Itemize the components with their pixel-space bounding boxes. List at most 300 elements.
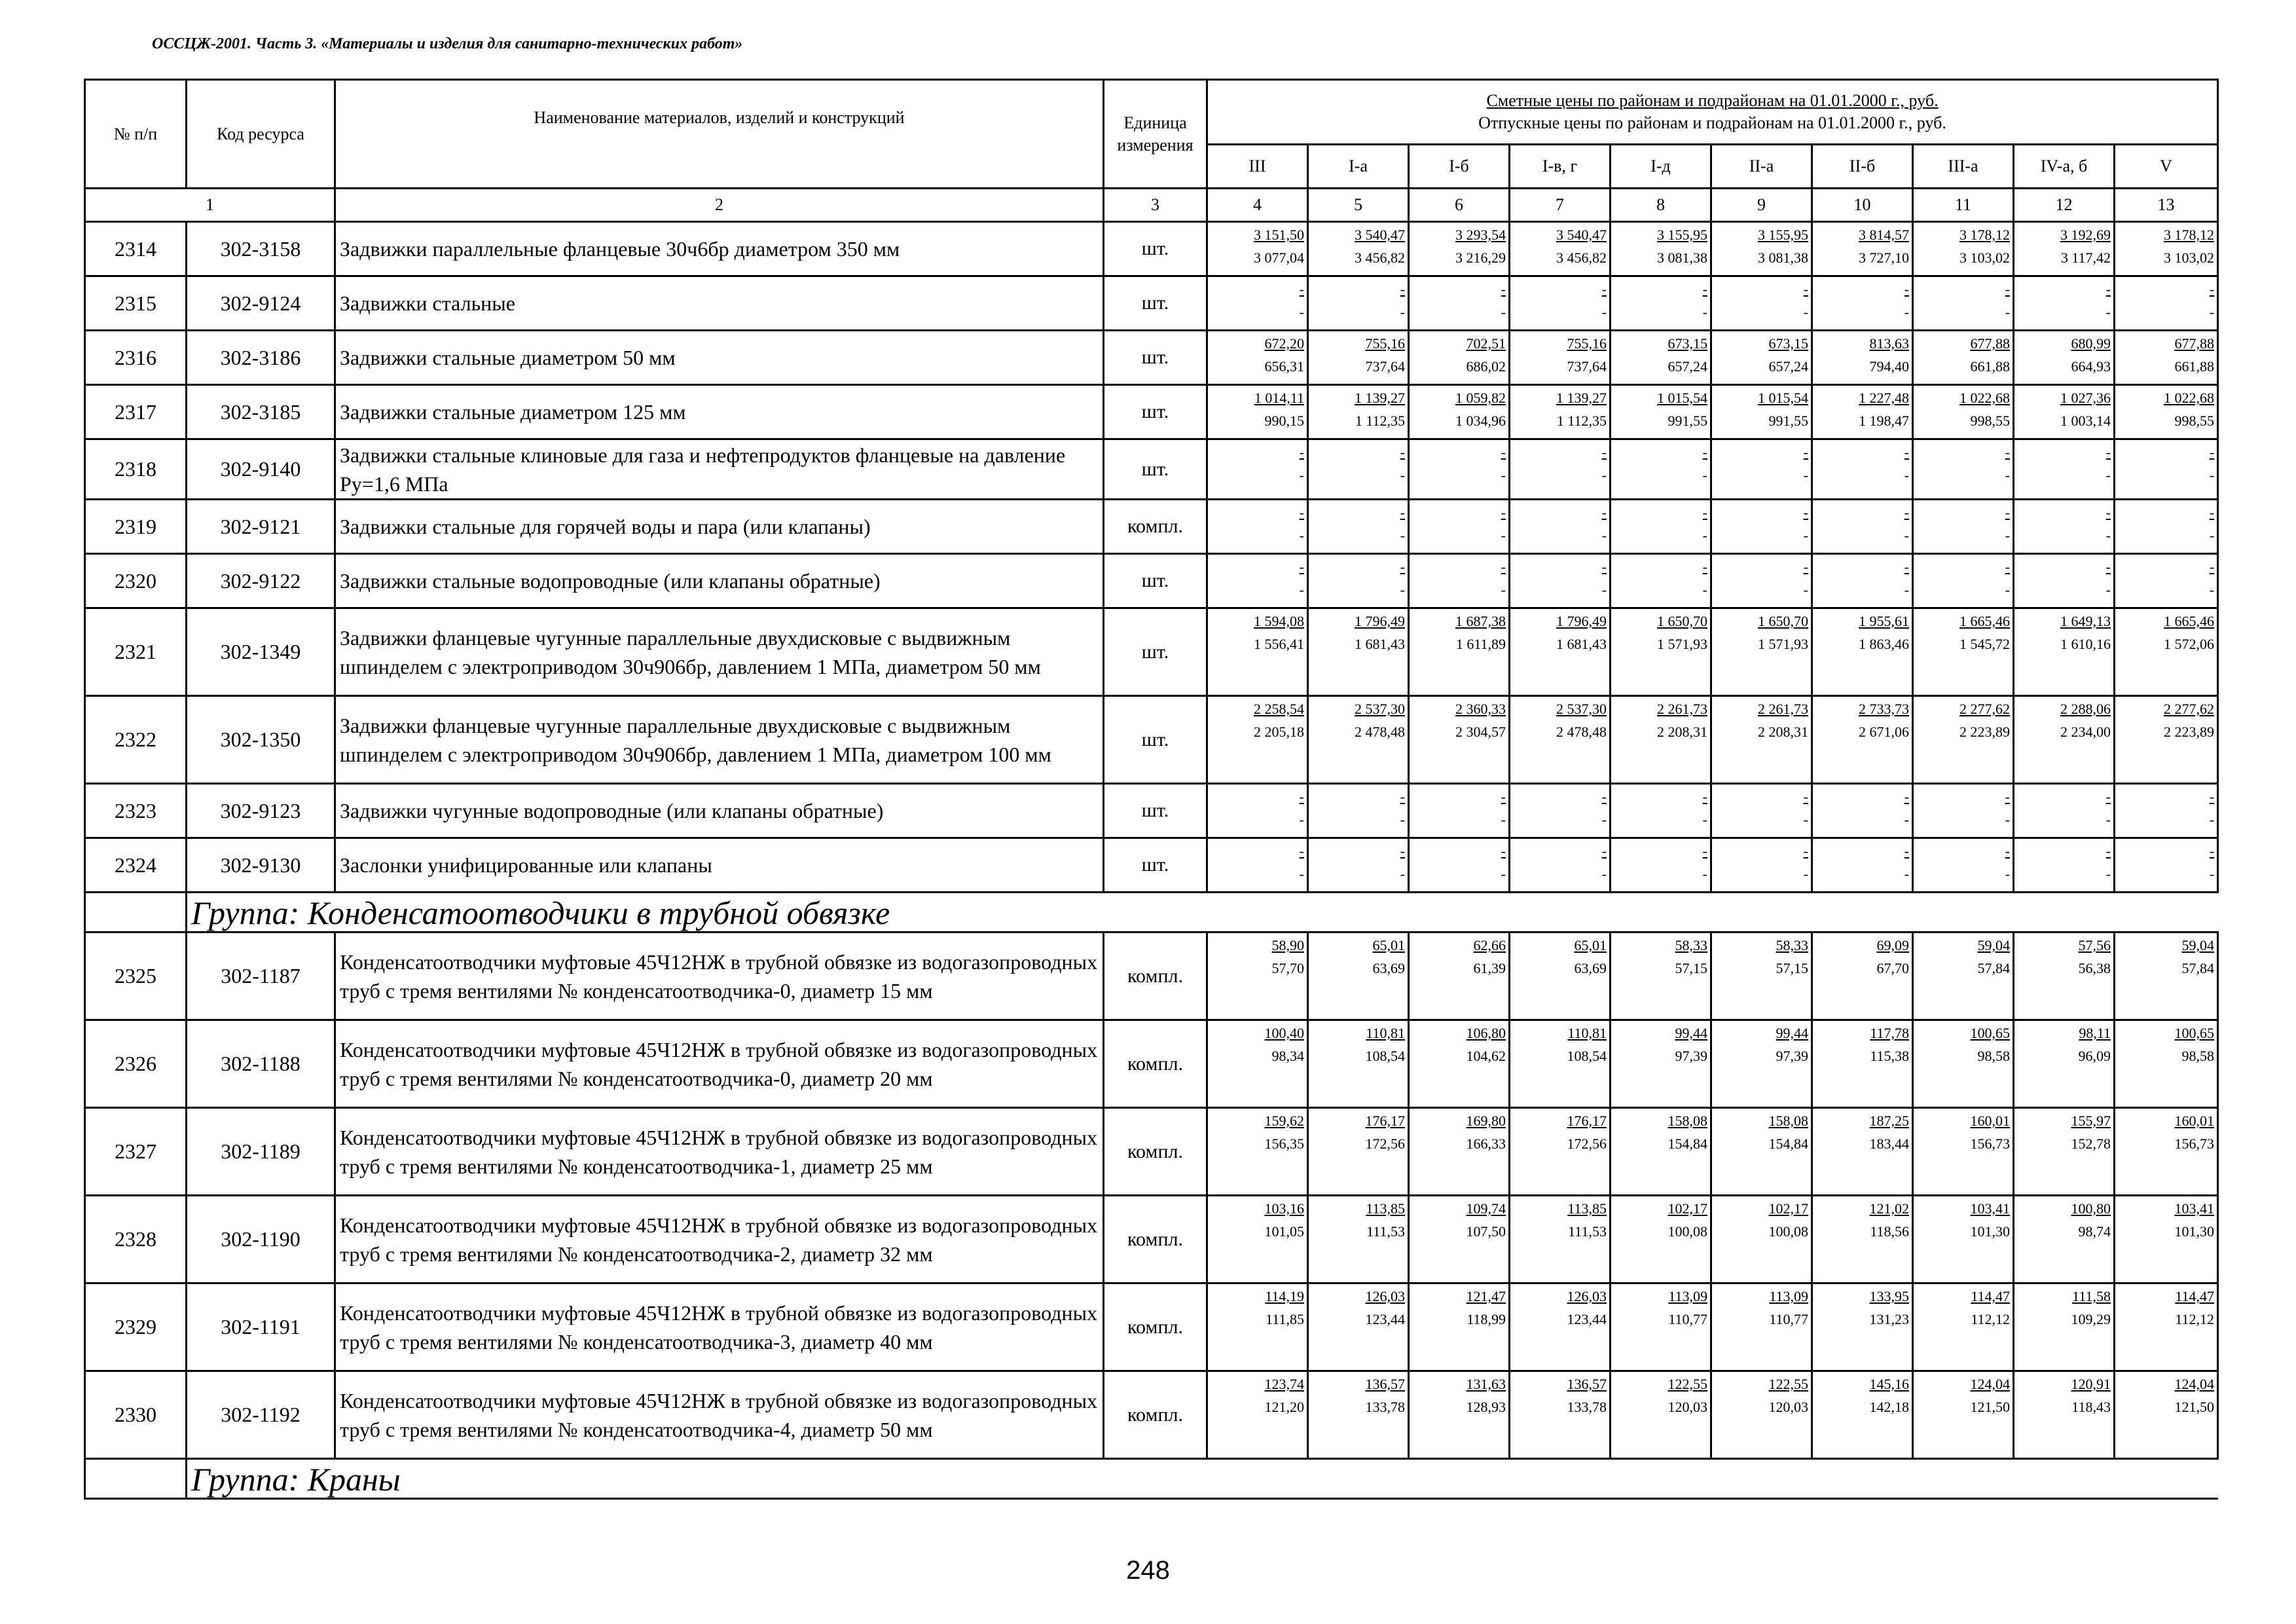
column-number: 4 [1207,189,1308,222]
price-cell [1510,696,1611,784]
estimated-price: 187,25 [1869,1113,1909,1129]
estimated-price: 113,09 [1668,1288,1707,1304]
release-price: 1 681,43 [1355,636,1405,652]
table-row [85,331,2218,385]
release-price: 57,70 [1271,960,1304,976]
price-cell [1913,385,2014,439]
estimated-price: 176,17 [1567,1113,1607,1129]
price-cell [1711,838,1812,893]
price-cell [1711,608,1812,696]
release-price: 2 671,06 [1859,724,1909,740]
price-cell [1510,554,1611,608]
table-row [85,439,2218,500]
price-cell [2014,1020,2115,1108]
estimated-price: - [1904,444,1909,460]
release-price: 121,50 [2174,1399,2215,1415]
estimated-price: 3 192,69 [2060,227,2111,243]
release-price: 61,39 [1473,960,1506,976]
price-cell [1510,1283,1611,1371]
release-price: 98,58 [2181,1048,2215,1064]
release-price: - [2005,467,2010,483]
estimated-price: 2 537,30 [1355,701,1405,717]
region-header: III-а [1913,145,2014,189]
price-cell [1711,276,1812,331]
price-cell [1913,276,2014,331]
estimated-price: 160,01 [1970,1113,2010,1129]
release-price: - [1501,581,1506,598]
estimated-price: 702,51 [1466,335,1506,352]
estimated-price: 59,04 [2181,937,2215,953]
row-number: 2329 [85,1283,187,1371]
estimated-price: 3 293,54 [1455,227,1506,243]
estimated-price: 124,04 [1970,1376,2010,1392]
release-price: 152,78 [2071,1135,2111,1152]
estimated-price: 145,16 [1869,1376,1909,1392]
price-cell [1913,1283,2014,1371]
price-cell [1409,932,1510,1020]
price-cell [1308,276,1409,331]
estimated-price: 120,91 [2071,1376,2111,1392]
estimated-price: 673,15 [1768,335,1808,352]
price-cell [1510,385,1611,439]
estimated-price: 1 014,11 [1254,390,1304,406]
estimated-price: - [1803,788,1808,805]
release-price: 156,35 [1264,1135,1304,1152]
price-cell [1510,932,1611,1020]
release-price: 118,56 [1870,1223,1909,1240]
release-price: - [1904,304,1909,320]
release-price: - [1702,467,1707,483]
release-price: - [1299,581,1304,598]
price-cell [1207,385,1308,439]
price-cell [1711,932,1812,1020]
release-price: 111,85 [1266,1311,1304,1327]
estimated-price: 169,80 [1466,1113,1506,1129]
release-price: 110,77 [1668,1311,1707,1327]
resource-code: 302-9121 [187,500,335,554]
price-cell [1308,932,1409,1020]
price-cell [1207,1371,1308,1459]
release-price: - [1702,811,1707,828]
price-cell [1913,439,2014,500]
price-cell [2115,276,2218,331]
price-cell [1611,439,1711,500]
estimated-price: - [1299,281,1304,297]
estimated-price: 103,41 [1970,1200,2010,1217]
price-cell [1913,500,2014,554]
release-price: - [2105,304,2111,320]
price-cell [1812,784,1913,838]
price-cell [1913,838,2014,893]
release-price: - [1601,527,1607,544]
estimated-price: 65,01 [1372,937,1405,953]
estimated-price: - [1702,788,1707,805]
estimated-price: 3 178,12 [1959,227,2010,243]
release-price: 3 727,10 [1859,249,1909,266]
estimated-price: 2 277,62 [1959,701,2010,717]
price-cell [1510,500,1611,554]
release-price: - [2005,304,2010,320]
estimated-price: 2 288,06 [2060,701,2111,717]
release-price: 3 117,42 [2060,249,2111,266]
release-price: - [1803,527,1808,544]
row-number: 2321 [85,608,187,696]
price-cell [2014,276,2115,331]
estimated-price: 1 015,54 [1657,390,1707,406]
price-cell [1812,838,1913,893]
estimated-price: 3 540,47 [1556,227,1607,243]
price-cell [1409,784,1510,838]
material-name: Задвижки стальные водопроводные (или клапаны обратные) [335,554,1104,608]
price-cell [1207,784,1308,838]
estimated-price: 102,17 [1768,1200,1808,1217]
release-price: 1 545,72 [1959,636,2010,652]
estimated-price: 2 277,62 [2164,701,2215,717]
estimated-price: 1 594,08 [1254,613,1304,629]
estimated-price: 2 360,33 [1455,701,1506,717]
price-cell [1207,1020,1308,1108]
price-cell [1812,1108,1913,1196]
price-cell [1913,1196,2014,1283]
release-price: 120,03 [1667,1399,1707,1415]
estimated-price: - [1803,444,1808,460]
release-price: 128,93 [1466,1399,1506,1415]
release-price: 3 103,02 [2164,249,2215,266]
release-price: - [2005,581,2010,598]
resource-code: 302-3185 [187,385,335,439]
page-number: 248 [1126,1556,1170,1585]
release-price: - [2209,467,2215,483]
price-cell [1308,554,1409,608]
price-cell [2014,385,2115,439]
price-cell [1409,385,1510,439]
price-cell [2014,1196,2115,1283]
release-price: - [1601,866,1607,882]
estimated-price: 99,44 [1675,1025,1707,1041]
row-number: 2328 [85,1196,187,1283]
release-price: 1 571,93 [1758,636,1808,652]
release-price: 656,31 [1264,358,1304,375]
table-row [85,1371,2218,1459]
material-name: Конденсатоотводчики муфтовые 45Ч12НЖ в трубной обвязке из водогазопроводных труб с тремя вентилями № конденсатоотводчика-2, диаметр 32 мм [335,1196,1104,1283]
column-number: 3 [1104,189,1207,222]
release-price: 172,56 [1567,1135,1607,1152]
release-price: 3 077,04 [1254,249,1304,266]
unit: шт. [1104,276,1207,331]
estimated-price: - [2105,559,2111,575]
release-price: 1 863,46 [1859,636,1909,652]
release-price: - [1400,527,1405,544]
row-number: 2323 [85,784,187,838]
column-number: 1 [85,189,335,222]
price-cell [1711,784,1812,838]
table-row [85,276,2218,331]
estimated-price: 1 059,82 [1455,390,1506,406]
price-cell [1711,1020,1812,1108]
price-cell [1409,331,1510,385]
estimated-price: 122,55 [1667,1376,1707,1392]
price-cell [1711,500,1812,554]
price-cell [1812,222,1913,276]
release-price: 3 456,82 [1355,249,1405,266]
estimated-price: 158,08 [1667,1113,1707,1129]
release-price: - [2105,866,2111,882]
resource-code: 302-1188 [187,1020,335,1108]
estimated-price: - [1803,281,1808,297]
column-number: 5 [1308,189,1409,222]
estimated-price: 3 814,57 [1859,227,1909,243]
estimated-price: 110,81 [1567,1025,1607,1041]
release-price: 111,53 [1366,1223,1405,1240]
column-number: 11 [1913,189,2014,222]
price-cell [1611,1371,1711,1459]
price-cell [2115,222,2218,276]
price-cell [1207,276,1308,331]
release-price: 794,40 [1869,358,1909,375]
material-name: Задвижки стальные для горячей воды и пара (или клапаны) [335,500,1104,554]
estimated-price: 1 027,36 [2060,390,2111,406]
estimated-price: - [1501,788,1506,805]
price-cell [1510,276,1611,331]
row-number: 2315 [85,276,187,331]
prices-caption-estimated: Сметные цены по районам и подрайонам на 01.01.2000 г., руб. [1486,91,1939,110]
price-cell [1812,696,1913,784]
price-cell [1913,1108,2014,1196]
release-price: 107,50 [1466,1223,1506,1240]
price-cell [1207,1196,1308,1283]
estimated-price: 2 261,73 [1657,701,1707,717]
estimated-price: 2 537,30 [1556,701,1607,717]
column-number: 10 [1812,189,1913,222]
estimated-price: - [2005,444,2010,460]
estimated-price: 1 796,49 [1556,613,1607,629]
table-body [85,222,2218,1499]
material-name: Задвижки стальные диаметром 125 мм [335,385,1104,439]
release-price: 115,38 [1870,1048,1909,1064]
column-header-unit: Единица измерения [1104,80,1207,189]
estimated-price: 1 022,68 [1959,390,2010,406]
estimated-price: - [1501,281,1506,297]
table-row [85,500,2218,554]
estimated-price: - [1904,504,1909,521]
estimated-price: - [1400,559,1405,575]
table-row [85,1108,2218,1196]
price-cell [2115,1020,2218,1108]
group-spacer [85,1459,187,1499]
release-price: 101,30 [1970,1223,2010,1240]
estimated-price: - [2209,843,2215,859]
estimated-price: 133,95 [1869,1288,1909,1304]
price-cell [1913,331,2014,385]
release-price: - [1904,581,1909,598]
price-cell [1308,784,1409,838]
table-row [85,784,2218,838]
release-price: 57,15 [1776,960,1808,976]
estimated-price: - [1601,843,1607,859]
resource-code: 302-1190 [187,1196,335,1283]
estimated-price: 58,33 [1776,937,1808,953]
unit: шт. [1104,838,1207,893]
region-header: I-д [1611,145,1711,189]
region-header: I-а [1308,145,1409,189]
release-price: 2 478,48 [1556,724,1607,740]
estimated-price: 1 665,46 [1959,613,2010,629]
price-cell [1611,784,1711,838]
release-price: 3 103,02 [1959,249,2010,266]
table-row [85,838,2218,893]
release-price: - [1601,467,1607,483]
price-cell [1308,838,1409,893]
estimated-price: - [2105,504,2111,521]
row-number: 2317 [85,385,187,439]
price-cell [1308,1283,1409,1371]
estimated-price: - [2105,444,2111,460]
price-cell [1611,331,1711,385]
price-cell [2014,784,2115,838]
price-cell [1812,932,1913,1020]
release-price: - [2209,304,2215,320]
estimated-price: - [1702,281,1707,297]
estimated-price: - [1904,559,1909,575]
release-price: 1 556,41 [1254,636,1304,652]
release-price: 2 208,31 [1657,724,1707,740]
group-title: Группа: Краны [187,1459,2218,1499]
row-number: 2318 [85,439,187,500]
release-price: 661,88 [1970,358,2010,375]
release-price: 123,44 [1365,1311,1405,1327]
resource-code: 302-1349 [187,608,335,696]
price-cell [1812,1020,1913,1108]
estimated-price: 2 258,54 [1254,701,1304,717]
estimated-price: 69,09 [1876,937,1909,953]
document-header: ОССЦЖ-2001. Часть 3. «Материалы и изделия для санитарно-технических работ» [152,35,743,52]
release-price: - [1904,527,1909,544]
table-row [85,1283,2218,1371]
estimated-price: - [2209,504,2215,521]
release-price: 154,84 [1768,1135,1808,1152]
estimated-price: 2 261,73 [1758,701,1808,717]
estimated-price: 114,47 [1971,1288,2010,1304]
resource-code: 302-1192 [187,1371,335,1459]
material-name: Конденсатоотводчики муфтовые 45Ч12НЖ в трубной обвязке из водогазопроводных труб с тремя вентилями № конденсатоотводчика-0, диаметр 20 мм [335,1020,1104,1108]
price-cell [1812,385,1913,439]
estimated-price: - [2005,788,2010,805]
column-number: 9 [1711,189,1812,222]
price-cell [2115,784,2218,838]
release-price: - [1803,811,1808,828]
estimated-price: - [1601,504,1607,521]
price-cell [1812,331,1913,385]
column-number: 7 [1510,189,1611,222]
estimated-price: - [1601,559,1607,575]
price-cell [1611,222,1711,276]
material-name: Задвижки чугунные водопроводные (или клапаны обратные) [335,784,1104,838]
estimated-price: 100,65 [1970,1025,2010,1041]
estimated-price: 109,74 [1466,1200,1506,1217]
column-header-num: № п/п [85,80,187,189]
estimated-price: 113,09 [1769,1288,1808,1304]
estimated-price: - [1702,843,1707,859]
resource-code: 302-9140 [187,439,335,500]
price-cell [1711,1371,1812,1459]
price-cell [1812,554,1913,608]
price-cell [1510,1108,1611,1196]
estimated-price: 755,16 [1567,335,1607,352]
price-cell [1308,696,1409,784]
row-number: 2327 [85,1108,187,1196]
estimated-price: - [2005,504,2010,521]
table-row [85,554,2218,608]
unit: шт. [1104,784,1207,838]
estimated-price: - [1501,559,1506,575]
unit: шт. [1104,385,1207,439]
material-name: Заслонки унифицированные или клапаны [335,838,1104,893]
price-cell [2014,331,2115,385]
resource-code: 302-3186 [187,331,335,385]
estimated-price: 1 796,49 [1355,613,1405,629]
estimated-price: 114,19 [1265,1288,1304,1304]
release-price: - [1803,581,1808,598]
price-cell [1207,500,1308,554]
resource-code: 302-1350 [187,696,335,784]
release-price: 118,99 [1467,1311,1506,1327]
estimated-price: 106,80 [1466,1025,1506,1041]
estimated-price: - [1601,444,1607,460]
estimated-price: 103,41 [2174,1200,2215,1217]
price-cell [2014,1283,2115,1371]
price-cell [1812,1283,1913,1371]
release-price: - [2209,811,2215,828]
price-cell [1409,608,1510,696]
release-price: - [1299,866,1304,882]
release-price: 104,62 [1466,1048,1506,1064]
resource-code: 302-9122 [187,554,335,608]
row-number: 2320 [85,554,187,608]
price-cell [1510,1371,1611,1459]
estimated-price: 58,90 [1271,937,1304,953]
price-cell [2014,439,2115,500]
release-price: 1 034,96 [1455,413,1506,429]
price-cell [1409,696,1510,784]
price-cell [1611,932,1711,1020]
price-cell [2115,439,2218,500]
column-header-code: Код ресурса [187,80,335,189]
estimated-price: 3 155,95 [1758,227,1808,243]
release-price: - [1299,467,1304,483]
price-cell [1812,500,1913,554]
price-cell [1207,1283,1308,1371]
price-cell [1207,331,1308,385]
estimated-price: 111,58 [2072,1288,2111,1304]
estimated-price: - [2105,281,2111,297]
estimated-price: - [2005,559,2010,575]
price-cell [1308,1020,1409,1108]
price-cell [1510,784,1611,838]
release-price: - [1400,811,1405,828]
release-price: 1 112,35 [1355,413,1405,429]
estimated-price: - [1601,281,1607,297]
column-number: 6 [1409,189,1510,222]
release-price: - [2105,527,2111,544]
release-price: 2 234,00 [2060,724,2111,740]
price-cell [1409,1196,1510,1283]
price-cell [1308,1108,1409,1196]
estimated-price: 3 155,95 [1657,227,1707,243]
price-cell [1510,1196,1611,1283]
price-cell [2014,838,2115,893]
release-price: - [1904,866,1909,882]
price-cell [2115,500,2218,554]
